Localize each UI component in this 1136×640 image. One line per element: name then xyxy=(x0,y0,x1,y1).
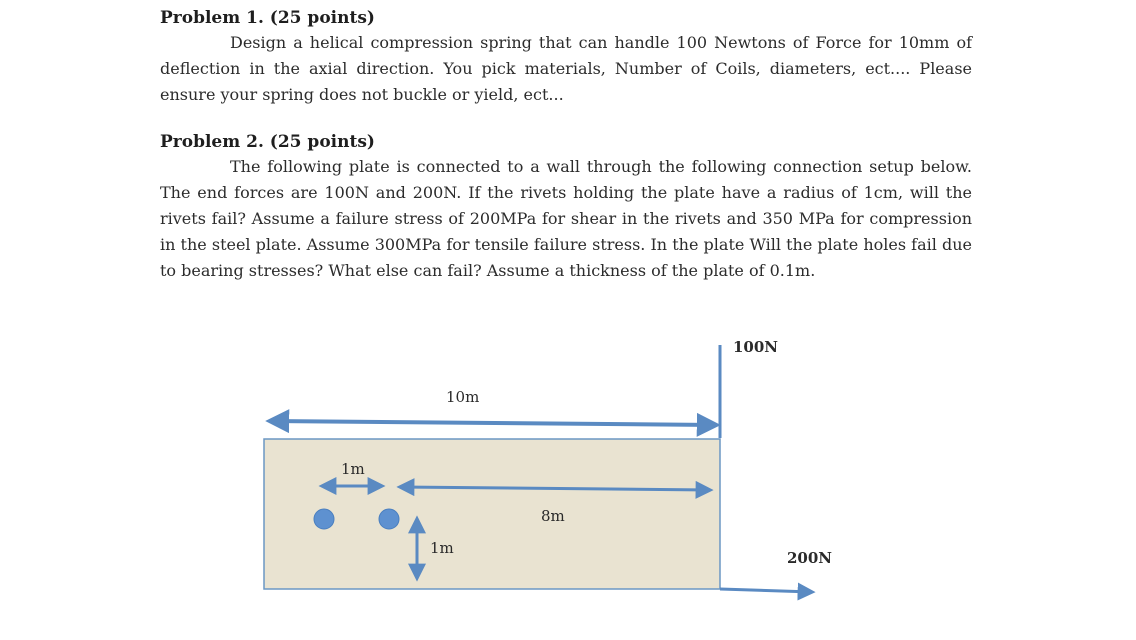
problem2-body: The following plate is connected to a wall through the following connection setup below. The end forces are 100N and 200N. If the rivets holding the plate have a radius of 1cm, will the rivets fail? Assume a failure stress of 200MPa for shear in the rivets and 350 MPa for compression in the steel plate. Assume 300MPa for tensile failure stress. In the plate Will the plate holes fail due to bearing stresses? What else can fail? Assume a thickness of the plate of 0.1m. xyxy=(160,157,972,280)
length-inner-label: 8m xyxy=(541,507,565,525)
problem2-heading: Problem 2. (25 points) xyxy=(160,132,375,152)
force-top-label: 100N xyxy=(733,338,779,356)
vertical-offset-label: 1m xyxy=(430,539,454,557)
problem1-body: Design a helical compression spring that can handle 100 Newtons of Force for 10mm of deflection in the axial direction. You pick materials, Number of Coils, diameters, ect.... Please ensure your spring does not buckle or yield, ect... xyxy=(160,33,972,104)
length-top-label: 10m xyxy=(446,388,480,406)
force-right-arrow xyxy=(720,589,812,592)
force-right-label: 200N xyxy=(787,549,833,567)
rivet-2 xyxy=(379,509,399,529)
rivet-1 xyxy=(314,509,334,529)
problem1-heading: Problem 1. (25 points) xyxy=(160,8,375,28)
rivet-gap-label: 1m xyxy=(341,460,365,478)
length-top-arrow xyxy=(270,421,716,425)
